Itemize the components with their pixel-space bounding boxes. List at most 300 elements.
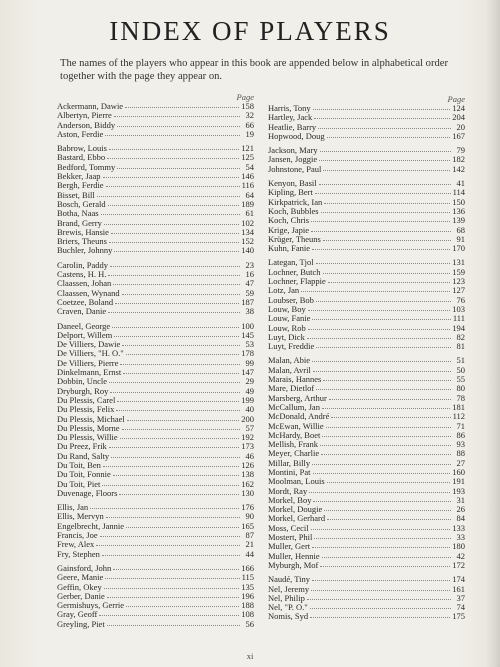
dot-leader <box>107 152 239 159</box>
page-ref: 86 <box>456 429 465 440</box>
player-name: Mordt, Ray <box>268 485 308 496</box>
player-name: Du Toit, Fonnie <box>57 469 111 480</box>
dot-leader <box>102 479 239 486</box>
index-column-right <box>268 95 465 622</box>
player-name: Aston, Ferdie <box>57 128 104 139</box>
index-column-left <box>57 93 254 629</box>
page-ref: 51 <box>456 355 465 366</box>
player-name: Frew, Alex <box>57 539 95 550</box>
player-name: Lochner, Butch <box>268 266 321 277</box>
dot-leader <box>108 199 240 206</box>
dot-leader <box>309 486 450 493</box>
player-name: Muller, Gert <box>268 541 311 552</box>
index-entry <box>268 561 465 570</box>
dot-leader <box>108 306 240 313</box>
dot-leader <box>106 511 240 518</box>
player-name: Bosch, Gerald <box>57 198 106 209</box>
player-name: Mare, Dietlof <box>268 383 315 394</box>
page-column-label-right: Page <box>447 94 465 104</box>
player-name: Ellis, Mervyn <box>57 511 104 522</box>
dot-leader <box>314 532 451 539</box>
dot-leader <box>308 323 451 330</box>
dot-leader <box>102 549 240 556</box>
dot-leader <box>310 611 450 618</box>
dot-leader <box>323 234 451 241</box>
player-name: Hartley, Jack <box>268 112 313 123</box>
dot-leader <box>109 441 239 448</box>
page-ref: 160 <box>452 466 465 477</box>
dot-leader <box>112 321 239 328</box>
letter-group <box>268 356 465 570</box>
player-name: Kirkpatrick, Ian <box>268 196 323 207</box>
page-ref: 76 <box>456 294 465 305</box>
letter-group <box>57 261 254 317</box>
player-name: De Villiers, Pierre <box>57 357 119 368</box>
page-ref: 146 <box>241 171 254 182</box>
player-name: Daneel, George <box>57 320 111 331</box>
dot-leader <box>105 572 239 579</box>
player-name: Botha, Naas <box>57 208 99 219</box>
entry-groups-right <box>268 104 465 622</box>
page-ref: 204 <box>452 112 465 123</box>
player-name: Moss, Cecil <box>268 522 309 533</box>
dot-leader <box>319 154 450 161</box>
dot-leader <box>125 101 239 108</box>
dot-leader <box>114 110 240 117</box>
page-ref: 80 <box>456 383 465 394</box>
page-ref: 150 <box>452 196 465 207</box>
dot-leader <box>109 376 240 383</box>
page-ref: 174 <box>452 574 465 585</box>
player-name: Bisset, Bill <box>57 189 95 200</box>
page-ref: 175 <box>452 611 465 622</box>
player-name: Luyt, Freddie <box>268 341 315 352</box>
dot-leader <box>122 339 240 346</box>
page-ref: 161 <box>452 583 465 594</box>
dot-leader <box>301 285 450 292</box>
page-ref: 93 <box>456 439 465 450</box>
dot-leader <box>327 476 451 483</box>
player-name: Delport, Willem <box>57 329 113 340</box>
dot-leader <box>322 430 451 437</box>
player-name: Bastard, Ebbo <box>57 152 106 163</box>
player-name: Ackermann, Dawie <box>57 101 124 111</box>
player-name: Geere, Manie <box>57 572 104 583</box>
player-name: Louw, Rob <box>268 322 306 333</box>
player-name: Bergh, Ferdie <box>57 180 104 191</box>
player-name: Gray, Geoff <box>57 609 98 620</box>
dot-leader <box>321 206 451 213</box>
dot-leader <box>315 187 451 194</box>
dot-leader <box>320 560 450 567</box>
player-name: De Villiers, Dawie <box>57 339 121 350</box>
dot-leader <box>122 288 240 295</box>
page-ref: 82 <box>456 331 465 342</box>
dot-leader <box>323 267 451 274</box>
dot-leader <box>115 297 239 304</box>
page-ref: 66 <box>245 119 254 130</box>
page-ref: 170 <box>452 243 465 254</box>
player-name: McCallum, Jan <box>268 401 320 412</box>
intro-paragraph: The names of the players who appear in this book are appended below in alphabetical order together with the page they appear on. <box>60 58 449 82</box>
page-ref: 142 <box>452 163 465 174</box>
letter-group <box>268 258 465 351</box>
letter-group <box>57 144 254 256</box>
dot-leader <box>111 227 239 234</box>
player-name: Hopwood, Doug <box>268 130 325 141</box>
page-ref: 176 <box>241 502 254 513</box>
player-name: Du Plessis, Felix <box>57 404 115 415</box>
page-ref: 121 <box>241 143 254 154</box>
page-ref: 88 <box>456 448 465 459</box>
dot-leader <box>100 530 240 537</box>
player-name: Du Plessis, Morne <box>57 422 120 433</box>
player-name: Montini, Pat <box>268 466 311 477</box>
dot-leader <box>126 600 239 607</box>
page-ref: 32 <box>245 110 254 121</box>
index-entry <box>268 132 465 141</box>
page-ref: 127 <box>452 285 465 296</box>
player-name: Naudé, Tiny <box>268 574 311 585</box>
player-name: Mellish, Frank <box>268 439 319 450</box>
dot-leader <box>107 591 239 598</box>
page-ref: 125 <box>241 152 254 163</box>
page-ref: 57 <box>245 422 254 433</box>
player-name: McDonald, André <box>268 411 330 422</box>
player-name: Brewis, Hansie <box>57 226 109 237</box>
player-name: Du Plessis, Willie <box>57 432 118 443</box>
page-ref: 49 <box>245 385 254 396</box>
page-ref: 46 <box>245 450 254 461</box>
dot-leader <box>110 386 240 393</box>
page-ref: 37 <box>456 592 465 603</box>
dot-leader <box>126 348 240 355</box>
player-name: Du Rand, Salty <box>57 450 110 461</box>
dot-leader <box>329 393 451 400</box>
page-ref: 71 <box>456 420 465 431</box>
player-name: Du Toit, Ben <box>57 459 101 470</box>
player-name: Du Preez, Frik <box>57 441 107 452</box>
player-name: Krüger, Theuns <box>268 233 321 244</box>
dot-leader <box>104 582 240 589</box>
player-name: De Villiers, "H. O." <box>57 348 124 359</box>
page-ref: 81 <box>456 341 465 352</box>
page-ref: 90 <box>245 511 254 522</box>
letter-group <box>268 146 465 174</box>
page-ref: 123 <box>452 276 465 287</box>
page-ref: 78 <box>456 392 465 403</box>
page-ref: 103 <box>452 303 465 314</box>
page-ref: 29 <box>245 376 254 387</box>
page-ref: 133 <box>452 522 465 533</box>
page-ref: 84 <box>456 513 465 524</box>
player-name: Nel, "P. O." <box>268 602 308 613</box>
player-name: Dinkelmann, Ernst <box>57 367 122 378</box>
page-ref: 166 <box>241 562 254 573</box>
dot-leader <box>122 423 240 430</box>
player-name: Louw, Boy <box>268 303 306 314</box>
dot-leader <box>324 197 450 204</box>
dot-leader <box>109 143 239 150</box>
page-ref: 172 <box>452 559 465 570</box>
dot-leader <box>316 341 451 348</box>
player-name: Gerber, Danie <box>57 590 105 601</box>
letter-group <box>57 564 254 629</box>
page-ref: 158 <box>241 101 254 111</box>
dot-leader <box>107 619 240 626</box>
page-ref: 131 <box>452 257 465 268</box>
dot-leader <box>123 367 239 374</box>
player-name: Kenyon, Basil <box>268 178 317 189</box>
page-ref: 193 <box>452 485 465 496</box>
player-name: Babrow, Louis <box>57 143 107 154</box>
index-entry <box>57 550 254 559</box>
page-ref: 59 <box>245 287 254 298</box>
page-ref: 196 <box>241 590 254 601</box>
player-name: Buchler, Johnny <box>57 245 113 256</box>
dot-leader <box>101 208 240 215</box>
page-ref: 79 <box>456 145 465 156</box>
dot-leader <box>307 593 451 600</box>
player-name: Duvenage, Floors <box>57 487 118 498</box>
page-ref: 188 <box>241 600 254 611</box>
player-name: Nel, Philip <box>268 592 305 603</box>
dot-leader <box>311 215 450 222</box>
page-column-label-left: Page <box>236 92 254 102</box>
page-ref: 167 <box>452 130 465 141</box>
dot-leader <box>110 260 240 267</box>
dot-leader <box>311 523 451 530</box>
index-entry <box>57 620 254 629</box>
dot-leader <box>322 551 451 558</box>
dot-leader <box>113 278 240 285</box>
dot-leader <box>319 178 451 185</box>
dot-leader <box>312 574 450 581</box>
page-ref: 140 <box>241 245 254 256</box>
page-ref: 50 <box>456 364 465 375</box>
player-name: Craven, Danie <box>57 306 107 317</box>
letter-group <box>57 322 254 499</box>
dot-leader <box>313 467 451 474</box>
index-entry <box>57 246 254 255</box>
page-ref: 114 <box>452 187 465 198</box>
dot-leader <box>117 120 240 127</box>
page-number: xi <box>246 651 254 661</box>
dot-leader <box>314 112 450 119</box>
letter-group <box>268 104 465 141</box>
page-ref: 44 <box>245 548 254 559</box>
dot-leader <box>120 432 240 439</box>
page-title: INDEX OF PLAYERS <box>109 16 391 46</box>
dot-leader <box>109 236 239 243</box>
page-ref: 152 <box>241 236 254 247</box>
dot-leader <box>320 439 451 446</box>
page-ref: 130 <box>241 487 254 498</box>
player-name: Koch, Chris <box>268 215 310 226</box>
player-name: Millar, Billy <box>268 457 311 468</box>
player-name: Claassen, Johan <box>57 278 112 289</box>
page-edge-shadow <box>486 0 500 667</box>
page-ref: 53 <box>245 339 254 350</box>
dot-leader <box>117 162 240 169</box>
player-name: Luyt, Dick <box>268 331 305 342</box>
page-ref: 111 <box>452 313 465 324</box>
dot-leader <box>313 365 451 372</box>
dot-leader <box>105 129 240 136</box>
player-name: Fry, Stephen <box>57 548 100 559</box>
dot-leader <box>127 414 239 421</box>
dot-leader <box>108 269 240 276</box>
page-ref: 68 <box>456 224 465 235</box>
dot-leader <box>311 225 451 232</box>
player-name: Engelbrecht, Jannie <box>57 520 125 531</box>
dot-leader <box>312 458 451 465</box>
player-name: Harris, Tony <box>268 103 311 113</box>
page-ref: 180 <box>452 541 465 552</box>
dot-leader <box>96 539 240 546</box>
player-name: Brand, Gerry <box>57 217 102 228</box>
dot-leader <box>310 602 451 609</box>
index-entry <box>268 244 465 253</box>
player-name: Du Plessis, Michael <box>57 413 125 424</box>
page-ref: 147 <box>241 367 254 378</box>
page-ref: 194 <box>452 322 465 333</box>
dot-leader <box>114 330 239 337</box>
player-name: Johnstone, Paul <box>268 163 322 174</box>
index-entry <box>57 489 254 498</box>
player-name: Ellis, Jan <box>57 502 89 513</box>
dot-leader <box>324 504 451 511</box>
dot-leader <box>312 243 450 250</box>
page-ref: 21 <box>245 539 254 550</box>
player-name: McHardy, Boet <box>268 429 321 440</box>
dot-leader <box>114 245 239 252</box>
page-ref: 100 <box>241 320 254 331</box>
player-name: Bekker, Jaap <box>57 171 101 182</box>
dot-leader <box>113 469 239 476</box>
page-ref: 20 <box>456 121 465 132</box>
player-name: Morkel, Boy <box>268 494 312 505</box>
page-ref: 42 <box>456 550 465 561</box>
player-name: Moolman, Louis <box>268 476 325 487</box>
page-ref: 108 <box>241 609 254 620</box>
player-name: Morkel, Dougie <box>268 504 323 515</box>
letter-group <box>268 179 465 253</box>
player-name: Lotz, Jan <box>268 285 300 296</box>
dot-leader <box>111 451 240 458</box>
page-ref: 74 <box>456 602 465 613</box>
page-ref: 126 <box>241 459 254 470</box>
dot-leader <box>307 332 451 339</box>
dot-leader <box>326 421 451 428</box>
index-entry <box>57 307 254 316</box>
page-ref: 54 <box>245 161 254 172</box>
dot-leader <box>312 541 450 548</box>
page-ref: 139 <box>452 215 465 226</box>
dot-leader <box>313 495 451 502</box>
player-name: Bedford, Tommy <box>57 161 116 172</box>
dot-leader <box>308 304 451 311</box>
dot-leader <box>106 180 240 187</box>
index-entry <box>268 165 465 174</box>
dot-leader <box>126 521 239 528</box>
player-name: Heatlie, Barry <box>268 121 317 132</box>
dot-leader <box>318 122 451 129</box>
player-name: Lategan, Tjol <box>268 257 314 268</box>
letter-group <box>57 102 254 139</box>
page-ref: 178 <box>241 348 254 359</box>
page-ref: 134 <box>241 226 254 237</box>
dot-leader <box>316 383 451 390</box>
page-ref: 87 <box>245 530 254 541</box>
page-ref: 200 <box>241 413 254 424</box>
player-name: Anderson, Biddy <box>57 119 116 130</box>
player-name: Albertyn, Pierre <box>57 110 112 121</box>
player-name: Muller, Hennie <box>268 550 320 561</box>
player-name: Loubser, Bob <box>268 294 314 305</box>
player-name: Malan, Avril <box>268 364 311 375</box>
page-ref: 33 <box>456 532 465 543</box>
player-name: Greyling, Piet <box>57 618 105 629</box>
page-ref: 181 <box>452 401 465 412</box>
letter-group <box>57 503 254 559</box>
dot-leader <box>103 460 239 467</box>
page-ref: 192 <box>241 432 254 443</box>
player-name: Germishuys, Gerrie <box>57 600 125 611</box>
letter-group <box>268 575 465 621</box>
dot-leader <box>312 355 451 362</box>
dot-leader <box>320 145 451 152</box>
player-name: Lochner, Flappie <box>268 276 326 287</box>
dot-leader <box>322 402 450 409</box>
page-ref: 159 <box>452 266 465 277</box>
index-entry <box>268 612 465 621</box>
player-name: Briers, Theuns <box>57 236 107 247</box>
player-name: McEwan, Willie <box>268 420 324 431</box>
dot-leader <box>97 190 240 197</box>
page-ref: 99 <box>245 357 254 368</box>
dot-leader <box>113 563 239 570</box>
player-name: Kipling, Bert <box>268 187 313 198</box>
entry-groups-left <box>57 102 254 629</box>
page-ref: 189 <box>241 198 254 209</box>
player-name: Jansen, Joggie <box>268 154 318 165</box>
player-name: Morkel, Gerhard <box>268 513 326 524</box>
player-name: Louw, Fanie <box>268 313 311 324</box>
dot-leader <box>104 218 239 225</box>
page-ref: 187 <box>241 296 254 307</box>
page-ref: 23 <box>245 259 254 270</box>
page-ref: 173 <box>241 441 254 452</box>
player-name: Myburgh, Mof <box>268 559 319 570</box>
page-ref: 116 <box>241 180 254 191</box>
dot-leader <box>311 584 450 591</box>
dot-leader <box>116 404 240 411</box>
dot-leader <box>327 513 451 520</box>
dot-leader <box>313 103 451 110</box>
page-ref: 26 <box>456 504 465 515</box>
player-name: Dryburgh, Roy <box>57 385 109 396</box>
page-ref: 38 <box>245 306 254 317</box>
page-ref: 199 <box>241 394 254 405</box>
page-ref: 124 <box>452 103 465 113</box>
page-ref: 64 <box>245 189 254 200</box>
dot-leader <box>99 609 239 616</box>
page-ref: 56 <box>245 618 254 629</box>
player-name: Geffin, Okey <box>57 581 102 592</box>
player-name: Mostert, Phil <box>268 532 313 543</box>
player-name: Nomis, Syd <box>268 611 309 622</box>
